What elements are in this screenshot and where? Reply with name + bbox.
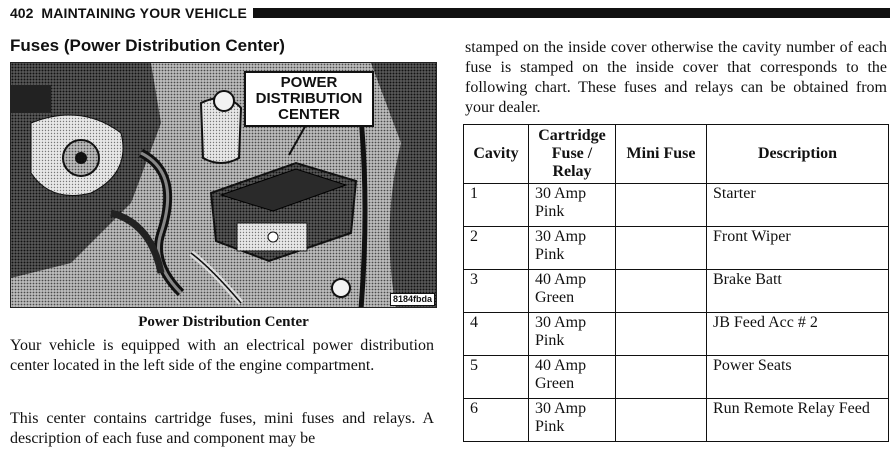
table-row (464, 356, 889, 399)
callout-label (244, 71, 374, 127)
body-paragraph: Your vehicle is equipped with an electrical power distribution center located in the left side of the engine compartment. (10, 337, 434, 374)
body-paragraph: This center contains cartridge fuses, mini fuses and relays. A description of each fuse and component may be (10, 410, 434, 447)
figure-caption: Power Distribution Center (138, 314, 309, 330)
table-row (464, 184, 889, 227)
running-head: MAINTAINING YOUR VEHICLE (41, 5, 248, 21)
fuse-table (463, 124, 889, 442)
header-rule (253, 8, 890, 18)
cell-description: Starter (707, 184, 889, 227)
header-cavity: Cavity (464, 125, 529, 184)
cell-cartridge: 30 Amp Pink (529, 313, 616, 356)
section-title: Fuses (Power Distribution Center) (10, 36, 285, 55)
cell-cavity: 4 (464, 313, 529, 356)
cell-cavity: 2 (464, 227, 529, 270)
cell-cartridge: 30 Amp Pink (529, 184, 616, 227)
cell-cartridge: 40 Amp Green (529, 270, 616, 313)
cell-description: Brake Batt (707, 270, 889, 313)
cell-mini-fuse (616, 227, 707, 270)
cell-mini-fuse (616, 184, 707, 227)
page-number: 402 (10, 5, 34, 21)
cell-description: JB Feed Acc # 2 (707, 313, 889, 356)
cell-cavity: 3 (464, 270, 529, 313)
table-header-row (464, 125, 889, 184)
cell-cavity: 5 (464, 356, 529, 399)
callout-line: DISTRIBUTION (255, 90, 363, 107)
page-header (10, 4, 890, 22)
callout-line: POWER (280, 74, 338, 91)
table-row (464, 227, 889, 270)
cell-description: Run Remote Relay Feed (707, 399, 889, 442)
header-mini-fuse: Mini Fuse (616, 125, 707, 184)
callout-line: CENTER (278, 106, 340, 123)
table-row (464, 399, 889, 442)
cell-mini-fuse (616, 399, 707, 442)
table-row (464, 270, 889, 313)
cell-mini-fuse (616, 270, 707, 313)
cell-mini-fuse (616, 313, 707, 356)
cell-mini-fuse (616, 356, 707, 399)
continuation-paragraph: stamped on the inside cover otherwise the cavity number of each fuse is stamped on the inside cover that corresponds to the following chart. These fuses and relays can be obtained from your dealer. (465, 39, 887, 116)
cell-cavity: 1 (464, 184, 529, 227)
cell-cartridge: 30 Amp Pink (529, 399, 616, 442)
cell-cartridge: 40 Amp Green (529, 356, 616, 399)
cell-description: Front Wiper (707, 227, 889, 270)
cell-cavity: 6 (464, 399, 529, 442)
figure-code: 8184fbda (390, 293, 435, 306)
cell-description: Power Seats (707, 356, 889, 399)
header-cartridge: Cartridge Fuse / Relay (529, 125, 616, 184)
cell-cartridge: 30 Amp Pink (529, 227, 616, 270)
header-description: Description (707, 125, 889, 184)
table-row (464, 313, 889, 356)
engine-bay-figure (10, 62, 437, 308)
